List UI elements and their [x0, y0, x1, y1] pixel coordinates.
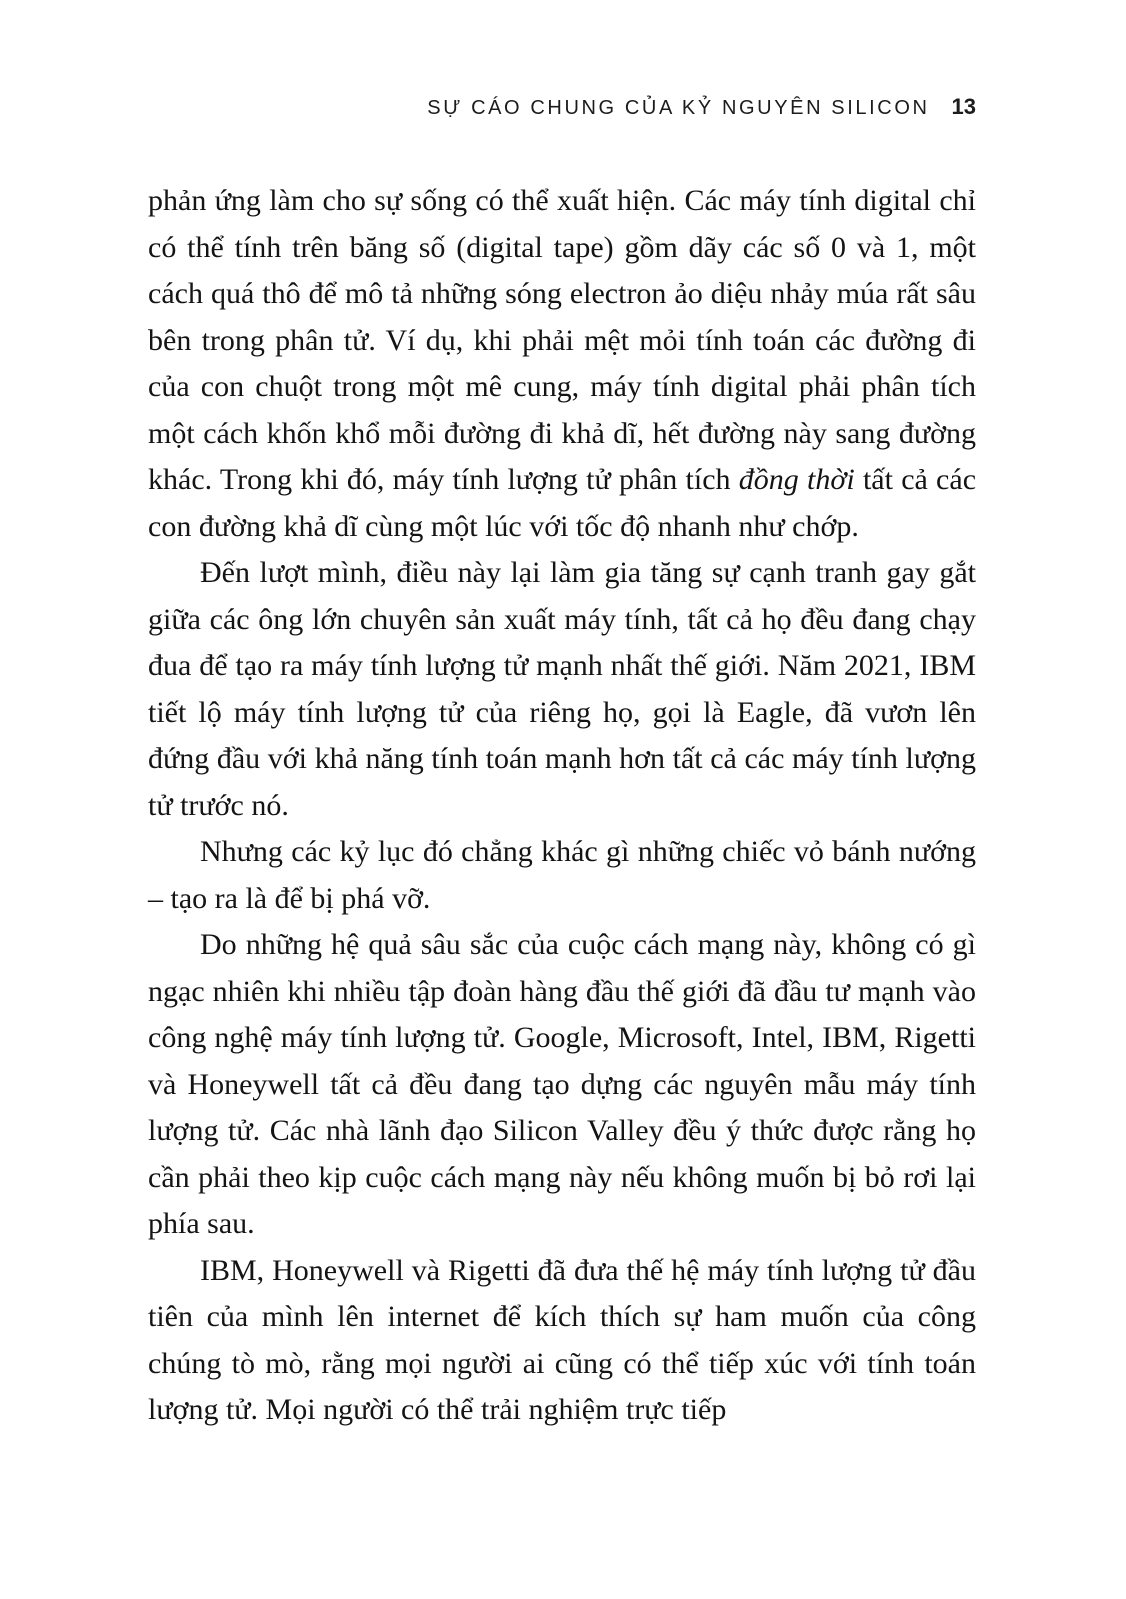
- paragraph-4: Do những hệ quả sâu sắc của cuộc cách mạng này, không có gì ngạc nhiên khi nhiều tập đoàn hàng đầu thế giới đã đầu tư mạnh vào công nghệ máy tính lượng tử. Google, Microsoft, Intel, IBM, Rigetti và Honeywell tất cả đều đang tạo dựng các nguyên mẫu máy tính lượng tử. Các nhà lãnh đạo Silicon Valley đều ý thức được rằng họ cần phải theo kịp cuộc cách mạng này nếu không muốn bị bỏ rơi lại phía sau.: [148, 928, 976, 1240]
- page-number: 13: [951, 94, 976, 119]
- paragraph-5: IBM, Honeywell và Rigetti đã đưa thế hệ máy tính lượng tử đầu tiên của mình lên internet để kích thích sự ham muốn của công chúng tò mò, rằng mọi người ai cũng có thể tiếp xúc với tính toán lượng tử. Mọi người có thể trải nghiệm trực tiếp: [148, 1253, 976, 1426]
- paragraph-2: Đến lượt mình, điều này lại làm gia tăng sự cạnh tranh gay gắt giữa các ông lớn chuyên sản xuất máy tính, tất cả họ đều đang chạy đua để tạo ra máy tính lượng tử mạnh nhất thế giới. Năm 2021, IBM tiết lộ máy tính lượng tử của riêng họ, gọi là Eagle, đã vươn lên đứng đầu với khả năng tính toán mạnh hơn tất cả các máy tính lượng tử trước nó.: [148, 556, 976, 822]
- paragraph-1-italic-phrase: đồng thời: [738, 463, 855, 496]
- body-text: [148, 178, 976, 1434]
- paragraph-1-text-before: phản ứng làm cho sự sống có thể xuất hiện. Các máy tính digital chỉ có thể tính trên băng số (digital tape) gồm dãy các số 0 và 1, một cách quá thô để mô tả những sóng electron ảo diệu nhảy múa rất sâu bên trong phân tử. Ví dụ, khi phải mệt mỏi tính toán các đường đi của con chuột trong một mê cung, máy tính digital phải phân tích một cách khốn khổ mỗi đường đi khả dĩ, hết đường này sang đường khác. Trong khi đó, máy tính lượng tử phân tích: [148, 184, 976, 496]
- paragraph-3: Nhưng các kỷ lục đó chẳng khác gì những chiếc vỏ bánh nướng – tạo ra là để bị phá vỡ.: [148, 835, 976, 915]
- running-title: SỰ CÁO CHUNG CỦA KỶ NGUYÊN SILICON: [427, 97, 930, 119]
- paragraph-1: [148, 178, 976, 550]
- page-header: [427, 94, 976, 120]
- paragraph-1-text-after: tất cả các con đường khả dĩ cùng một lúc với tốc độ nhanh như chớp.: [148, 463, 977, 543]
